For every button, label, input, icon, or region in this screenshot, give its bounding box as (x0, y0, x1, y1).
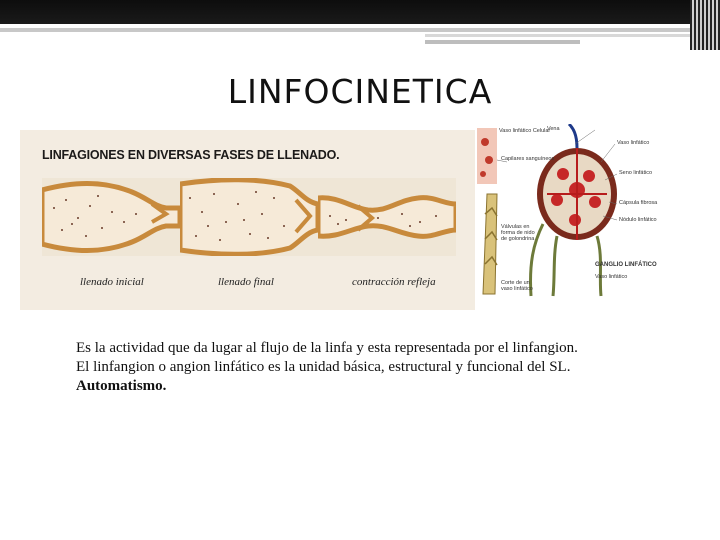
lymphangion-panel-contraction (318, 178, 456, 256)
caption-initial-filling: llenado inicial (80, 276, 144, 288)
label-nodulo-linfatico: Nódulo linfático (619, 217, 657, 223)
paragraph-automatismo: Automatismo. (76, 378, 167, 394)
label-valvulas: Válvulas en forma de nido de golondrina (501, 224, 535, 242)
label-vaso-linfatico: Vaso linfático (617, 140, 650, 146)
caption-final-filling: llenado final (218, 276, 274, 288)
paragraph-definition: Es la actividad que da lugar al flujo de la linfa y esta representada por el linfangion. (76, 340, 578, 356)
header-rule-accent-short (425, 40, 580, 44)
top-bar (0, 0, 720, 24)
slide-title: LINFOCINETICA (227, 72, 493, 111)
label-capsula-fibrosa: Cápsula fibrosa (619, 200, 658, 206)
lymphangion-panel-final (180, 178, 318, 256)
label-vaso-linfatico-2: Vaso linfático (595, 274, 628, 280)
lymphangion-figure (20, 130, 475, 310)
header-rule-accent (425, 34, 690, 37)
label-vena: Vena (547, 126, 560, 132)
top-bar-corner-decoration (690, 0, 720, 50)
label-seno-linfatico: Seno linfático (619, 170, 653, 176)
slide-body-text (76, 339, 624, 396)
label-vaso-linfatico-celular: Vaso linfático Celular (499, 128, 551, 134)
lymph-node-figure (477, 124, 670, 304)
label-corte-vaso: Corte de un vaso linfático (501, 280, 533, 292)
label-capilares-sanguineos: Capilares sanguíneos (501, 156, 555, 162)
label-ganglio-linfatico: GANGLIO LINFÁTICO (595, 262, 657, 268)
paragraph-linfangion: El linfangion o angion linfático es la unidad básica, estructural y funcional del SL. (76, 359, 571, 375)
lymphangion-panel-initial (42, 178, 180, 256)
caption-reflex-contraction: contracción refleja (352, 276, 436, 288)
figure-heading: LINFAGIONES EN DIVERSAS FASES DE LLENADO. (42, 148, 340, 162)
header-rule (0, 28, 690, 32)
lymph-node-illustration (477, 124, 670, 304)
